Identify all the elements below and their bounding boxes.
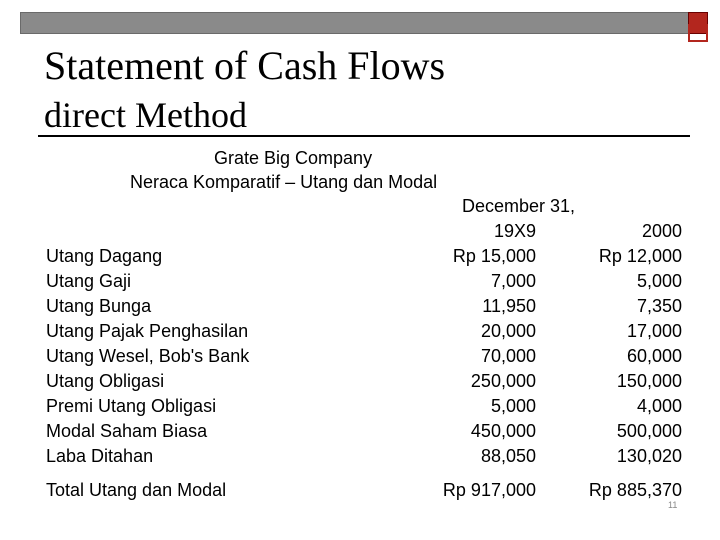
row-label: Modal Saham Biasa [46, 421, 208, 441]
column-header-19x9: 19X9 [493, 221, 536, 241]
row-label: Utang Wesel, Bob's Bank [46, 346, 250, 366]
row-label: Laba Ditahan [46, 446, 154, 466]
row-value-2000: 60,000 [626, 346, 682, 366]
column-header-2000: 2000 [641, 221, 682, 241]
corner-square-outline [688, 24, 708, 42]
row-value-2000: 150,000 [616, 371, 682, 391]
total-label: Total Utang dan Modal [46, 480, 227, 500]
slide-subtitle: direct Method [44, 95, 247, 135]
row-value-2000: 130,020 [616, 446, 682, 466]
row-label: Utang Obligasi [46, 371, 165, 391]
row-value-2000: 5,000 [636, 271, 682, 291]
row-value-2000: 7,350 [636, 296, 682, 316]
total-value-19x9: Rp 917,000 [442, 480, 536, 500]
row-value-2000: 17,000 [626, 321, 682, 341]
row-value-19x9: 11,950 [482, 296, 536, 316]
slide-title: Statement of Cash Flows [44, 43, 446, 88]
company-name: Grate Big Company [214, 148, 373, 168]
title-divider [38, 135, 690, 137]
row-value-19x9: 70,000 [480, 346, 536, 366]
row-label: Premi Utang Obligasi [46, 396, 217, 416]
statement-period: December 31, [462, 196, 576, 216]
total-value-2000: Rp 885,370 [588, 480, 682, 500]
row-label: Utang Bunga [46, 296, 152, 316]
row-value-19x9: 250,000 [470, 371, 536, 391]
row-value-19x9: Rp 15,000 [452, 246, 536, 266]
row-label: Utang Gaji [46, 271, 132, 291]
header-bar [20, 12, 708, 34]
row-value-19x9: 20,000 [480, 321, 536, 341]
row-value-19x9: 7,000 [490, 271, 536, 291]
row-label: Utang Pajak Penghasilan [46, 321, 249, 341]
row-label: Utang Dagang [46, 246, 163, 266]
row-value-2000: 4,000 [636, 396, 682, 416]
row-value-2000: Rp 12,000 [598, 246, 682, 266]
page-number: 11 [668, 500, 678, 510]
statement-name: Neraca Komparatif – Utang dan Modal [130, 172, 438, 192]
row-value-19x9: 5,000 [490, 396, 536, 416]
row-value-19x9: 450,000 [470, 421, 536, 441]
row-value-2000: 500,000 [616, 421, 682, 441]
row-value-19x9: 88,050 [480, 446, 536, 466]
